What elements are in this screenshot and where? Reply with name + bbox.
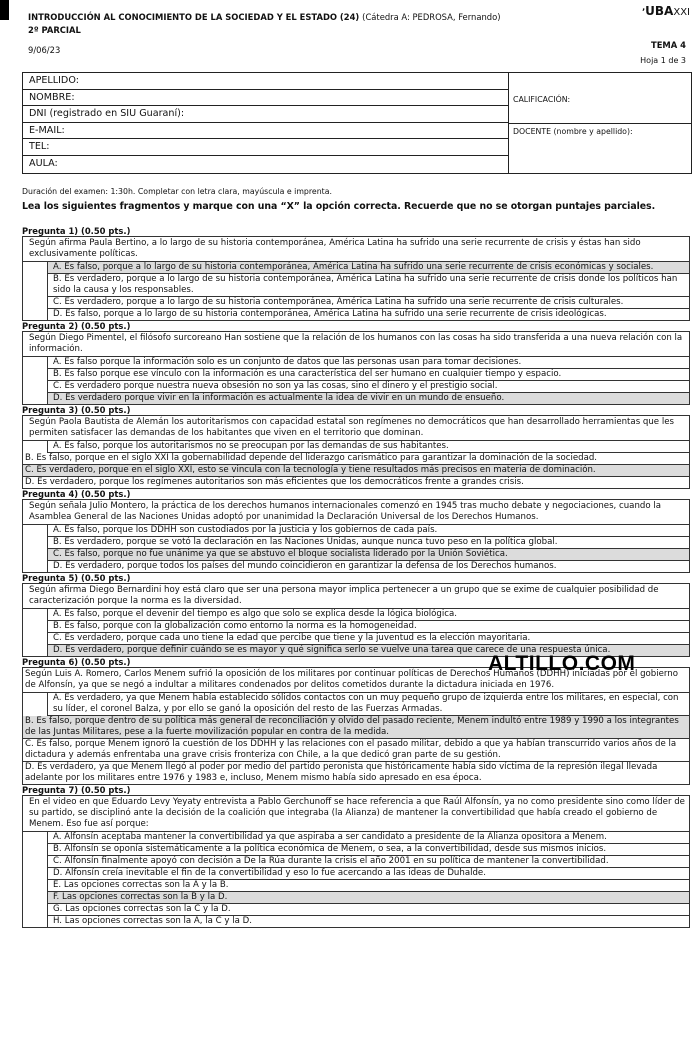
question-box [22, 667, 690, 785]
question-box [22, 583, 690, 657]
grading-fields [509, 73, 691, 173]
answer-option[interactable]: B. Es verdadero, porque a lo largo de su historia contemporánea, América Latina ha sufrido una serie recurrente de crisis donde los políticos han sido la causa y los responsables. [47, 274, 689, 297]
page-counter: Hoja 1 de 3 [640, 56, 686, 65]
course-catedra: (Cátedra A: PEDROSA, Fernando) [362, 12, 501, 22]
field-nombre[interactable]: NOMBRE: [23, 90, 508, 107]
answer-option[interactable]: F. Las opciones correctas son la B y la D. [47, 892, 689, 904]
corner-mark [0, 0, 9, 20]
exam-type: 2º PARCIAL [28, 25, 81, 35]
question-stem: Según afirma Paula Bertino, a lo largo de su historia contemporánea, América Latina ha sufrido una serie recurrente de crisis y éstas han sido exclusivamente políticas. [23, 237, 689, 262]
exam-instructions: Lea los siguientes fragmentos y marque con una “X” la opción correcta. Recuerde que no se otorgan puntajes parciales. [22, 201, 656, 212]
logo-suffix: XXI [673, 7, 690, 18]
watermark: ALTILLO.COM [488, 652, 636, 675]
question-label: Pregunta 4) (0.50 pts.) [22, 489, 131, 499]
field-email[interactable]: E-MAIL: [23, 123, 508, 140]
answer-option[interactable]: B. Alfonsín se oponía sistemáticamente a la política económica de Menem, o sea, a la convertibilidad, desde sus mismos inicios. [47, 844, 689, 856]
question-stem: En el video en que Eduardo Levy Yeyaty entrevista a Pablo Gerchunoff se hace referencia a que Raúl Alfonsín, ya no como presidente sino como líder de su partido, se disciplinó ante la decisión de la coalición que integraba (la Alianza) de mantener la convertibilidad que había creado el gobierno de Menem. Eso fue así porque: [23, 796, 689, 832]
answer-option[interactable]: C. Es falso, porque no fue unánime ya que se abstuvo el bloque socialista liderado por la Unión Soviética. [47, 549, 689, 561]
tema-label: TEMA 4 [651, 40, 686, 50]
question-stem: Según afirma Diego Bernardini hoy está claro que ser una persona mayor implica pertenecer a un grupo que se exime de cualquier posibilidad de caracterización porque la norma es la diversidad. [23, 584, 689, 609]
question-stem: Según señala Julio Montero, la práctica de los derechos humanos internacionales comenzó en 1945 tras mucho debate y negociaciones, cuando la Asamblea General de las Naciones Unidas adoptó por unanimidad la Declaración Universal de los Derechos Humanos. [23, 500, 689, 525]
field-apellido[interactable]: APELLIDO: [23, 73, 508, 90]
answer-option[interactable]: A. Es falso, porque a lo largo de su historia contemporánea, América Latina ha sufrido una serie recurrente de crisis económicas y sociales. [47, 262, 689, 274]
answer-option[interactable]: D. Es verdadero, porque los regímenes autoritarios son más eficientes que los democráticos frente a grandes crisis. [25, 477, 524, 487]
calificacion-field[interactable]: CALIFICACIÓN: [509, 73, 691, 124]
field-tel[interactable]: TEL: [23, 139, 508, 156]
field-aula[interactable]: AULA: [29, 157, 58, 169]
answer-option[interactable]: B. Es falso, porque en el siglo XXI la gobernabilidad depende del liderazgo carismático para garantizar la dominación de la sociedad. [23, 453, 689, 465]
student-id-table [22, 72, 692, 174]
answer-option[interactable]: A. Es falso porque la información solo es un conjunto de datos que las personas usan para tomar decisiones. [47, 357, 689, 369]
course-title [28, 12, 500, 22]
question-box [22, 331, 690, 405]
question-label: Pregunta 1) (0.50 pts.) [22, 226, 131, 236]
question-box [22, 415, 690, 489]
answer-option[interactable]: B. Es falso, porque con la globalización como entorno la norma es la homogeneidad. [47, 621, 689, 633]
answer-option[interactable]: C. Alfonsín finalmente apoyó con decisión a De la Rúa durante la crisis el año 2001 en su política de mantener la convertibilidad. [47, 856, 689, 868]
question-stem: Según Diego Pimentel, el filósofo surcoreano Han sostiene que la relación de los humanos con las cosas ha sido transferida a una nueva relación con la información. [23, 332, 689, 357]
answer-option[interactable]: B. Es falso, porque dentro de su política más general de reconciliación y olvido del pasado reciente, Menem indultó entre 1989 y 1990 a los integrantes de las Juntas Militares, pese a la fuerte movilización popular en contra de la medida. [23, 716, 689, 739]
course-name: INTRODUCCIÓN AL CONOCIMIENTO DE LA SOCIEDAD Y EL ESTADO (24) [28, 12, 360, 22]
exam-date: 9/06/23 [28, 45, 61, 55]
answer-option[interactable]: B. Es verdadero, porque se votó la declaración en las Naciones Unidas, aunque nunca tuvo peso en la política global. [47, 537, 689, 549]
answer-option[interactable]: A. Alfonsín aceptaba mantener la convertibilidad ya que aspiraba a ser candidato a presidente de la Alianza opositora a Menem. [47, 832, 689, 844]
answer-option[interactable]: C. Es verdadero, porque a lo largo de su historia contemporánea, América Latina ha sufrido una serie recurrente de crisis culturales. [47, 297, 689, 309]
question-label: Pregunta 2) (0.50 pts.) [22, 321, 131, 331]
exam-duration: Duración del examen: 1:30h. Completar con letra clara, mayúscula e imprenta. [22, 187, 332, 196]
question-stem: Según Paola Bautista de Alemán los autoritarismos con capacidad estatal son regímenes no democráticos que han desarrollado herramientas que les permiten satisfacer las demandas de los habitantes que viven en el territorio que dominan. [23, 416, 689, 441]
answer-option[interactable]: E. Las opciones correctas son la A y la B. [47, 880, 689, 892]
docente-field[interactable]: DOCENTE (nombre y apellido): [513, 127, 633, 136]
question-label: Pregunta 6) (0.50 pts.) [22, 657, 131, 667]
question-stem: Según Luis A. Romero, Carlos Menem sufrió la oposición de los militares por continuar políticas de Derechos Humanos (DDHH) iniciadas por el gobierno de Alfonsín, ya que se negó a indultar a militares condenados por delitos cometidos durante la dictadura iniciada en 1976. [23, 668, 689, 693]
answer-option[interactable]: A. Es verdadero, ya que Menem había establecido sólidos contactos con un muy pequeño grupo de izquierda entre los militares, en especial, con su líder, el coronel Balza, y por ello se ganó la oposición del resto de las Fuerzas Armadas. [47, 693, 689, 716]
answer-option[interactable]: A. Es falso, porque los autoritarismos no se preocupan por las demandas de sus habitantes. [47, 441, 689, 453]
question-box [22, 795, 690, 928]
uba-xxi-logo [642, 4, 690, 18]
answer-option[interactable]: G. Las opciones correctas son la C y la D. [47, 904, 689, 916]
answer-option[interactable]: D. Es verdadero porque vivir en la información es actualmente la idea de vivir en un mundo de ensueño. [47, 393, 689, 404]
answer-option[interactable]: C. Es verdadero, porque cada uno tiene la edad que percibe que tiene y la juventud es la elección mayoritaria. [47, 633, 689, 645]
answer-option[interactable]: C. Es verdadero porque nuestra nueva obsesión no son ya las cosas, sino el dinero y el prestigio social. [47, 381, 689, 393]
answer-option[interactable]: D. Es verdadero, porque definir cuándo se es mayor y qué significa serlo se vuelve una tarea que carece de una respuesta única. [47, 645, 689, 656]
logo-main: UBA [645, 4, 674, 18]
question-box [22, 236, 690, 321]
answer-option[interactable]: D. Alfonsín creía inevitable el fin de la convertibilidad y eso lo fue acercando a las ideas de Duhalde. [47, 868, 689, 880]
question-box [22, 499, 690, 573]
student-fields [23, 73, 509, 173]
logo-tick-icon: , [642, 3, 646, 12]
answer-option[interactable]: B. Es falso porque ese vínculo con la información es una característica del ser humano en cualquier tiempo y espacio. [47, 369, 689, 381]
field-dni[interactable]: DNI (registrado en SIU Guaraní): [23, 106, 508, 123]
answer-option[interactable]: A. Es falso, porque los DDHH son custodiados por la justicia y los gobiernos de cada país. [47, 525, 689, 537]
answer-option[interactable]: D. Es verdadero, porque todos los países del mundo coincidieron en garantizar la defensa de los Derechos humanos. [47, 561, 689, 572]
question-label: Pregunta 7) (0.50 pts.) [22, 785, 131, 795]
answer-option[interactable]: D. Es verdadero, ya que Menem llegó al poder por medio del partido peronista que históricamente había sido víctima de la represión ilegal llevada adelante por los militares entre 1976 y 1983 e, incluso, Menem mismo había sido apresado en esa época. [25, 762, 658, 783]
answer-option[interactable]: C. Es verdadero, porque en el siglo XXI, esto se vincula con la tecnología y tiene resultados más precisos en materia de dominación. [23, 465, 689, 477]
question-label: Pregunta 3) (0.50 pts.) [22, 405, 131, 415]
answer-option[interactable]: A. Es falso, porque el devenir del tiempo es algo que solo se explica desde la lógica biológica. [47, 609, 689, 621]
answer-option[interactable]: H. Las opciones correctas son la A, la C y la D. [47, 916, 689, 927]
answer-option[interactable]: D. Es falso, porque a lo largo de su historia contemporánea, América Latina ha sufrido una serie recurrente de crisis ideológicas. [47, 309, 689, 320]
answer-option[interactable]: C. Es falso, porque Menem ignoró la cuestión de los DDHH y las relaciones con el pasado militar, debido a que ya habían transcurrido varios años de la dictadura y además enfrentaba una grave crisis fronteriza con Chile, a la que dedicó gran parte de su gestión. [23, 739, 689, 762]
question-label: Pregunta 5) (0.50 pts.) [22, 573, 131, 583]
question-list [22, 226, 690, 928]
